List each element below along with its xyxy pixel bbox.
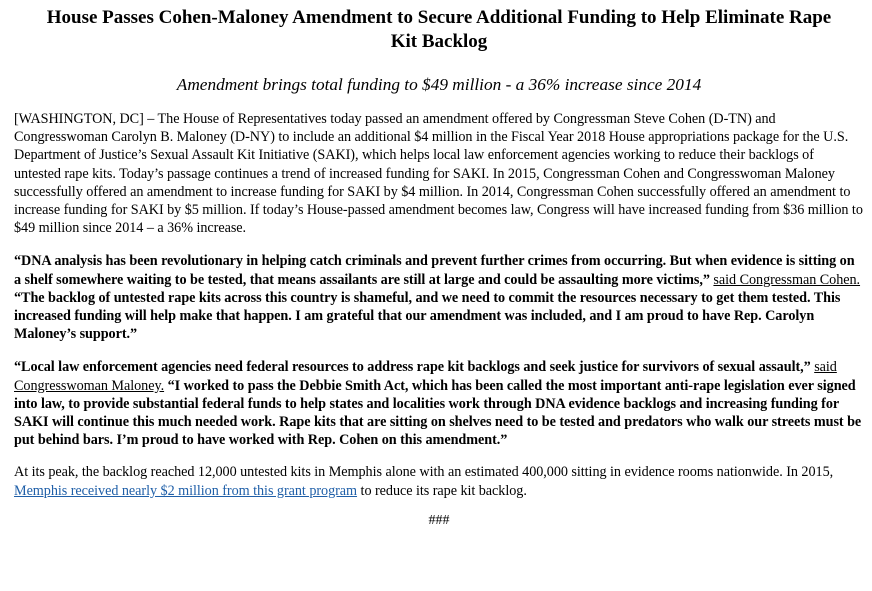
press-release xyxy=(14,6,864,530)
grant-program-link[interactable]: Memphis received nearly $2 million from this grant program xyxy=(14,482,358,499)
maloney-quote-part2: “I worked to pass the Debbie Smith Act, which has been called the most important anti-rape legislation ever signed into law, to provide substantial federal funds to help states and localities work through DNA evidence backlogs and increasing funding for SAKI will continue this much needed work. Rape kits that are sitting on shelves need to be tested and predators who walk our streets must be put behind bars. I’m proud to have worked with Rep. Cohen on this amendment.” xyxy=(14,377,862,449)
subheadline: Amendment brings total funding to $49 million - a 36% increase since 2014 xyxy=(176,75,702,94)
cohen-quote-paragraph xyxy=(14,252,864,343)
headline: House Passes Cohen-Maloney Amendment to Secure Additional Funding to Help Eliminate Rape Kit Backlog xyxy=(46,7,832,52)
maloney-quote-paragraph xyxy=(14,358,864,449)
closing-before-link: At its peak, the backlog reached 12,000 untested kits in Memphis alone with an estimated 400,000 sitting in evidence rooms nationwide. In 2015, xyxy=(14,464,834,481)
maloney-quote-part1: “Local law enforcement agencies need federal resources to address rape kit backlogs and seek justice for survivors of sexual assault,” xyxy=(14,359,811,376)
intro-paragraph: [WASHINGTON, DC] – The House of Representatives today passed an amendment offered by Congressman Steve Cohen (D-TN) and Congresswoman Carolyn B. Maloney (D-NY) to include an additional $4 million in the Fiscal Year 2018 House appropriations package for the U.S. Department of Justice’s Sexual Assault Kit Initiative (SAKI), which helps local law enforcement agencies working to reduce their backlogs of untested rape kits. Today’s passage continues a trend of increased funding for SAKI. In 2015, Congressman Cohen and Congresswoman Maloney successfully offered an amendment to increase funding for SAKI by $4 million. In 2014, Congressman Cohen successfully offered an amendment to increase funding for SAKI by $5 million. If today’s House-passed amendment becomes law, Congress will have increased funding from $36 million to $49 million since 2014 – a 36% increase. xyxy=(14,111,863,237)
closing-paragraph xyxy=(14,463,864,499)
cohen-quote-part2: “The backlog of untested rape kits across this country is shameful, and we need to commit the resources necessary to get them tested. This increased funding will help make that happen. I am grateful that our amendment was included, and I am proud to have Rep. Carolyn Maloney’s support.” xyxy=(14,289,841,343)
cohen-quote-part1: “DNA analysis has been revolutionary in helping catch criminals and prevent further crimes from occurring. But when evidence is sitting on a shelf somewhere waiting to be tested, that means assailants are still at large and could be assaulting more victims,” xyxy=(14,253,855,288)
closing-after-link: to reduce its rape kit backlog. xyxy=(360,482,527,499)
end-mark: ### xyxy=(428,512,450,528)
cohen-attribution: said Congressman Cohen. xyxy=(713,271,861,288)
maloney-attribution: said Congresswoman Maloney. xyxy=(14,359,837,394)
